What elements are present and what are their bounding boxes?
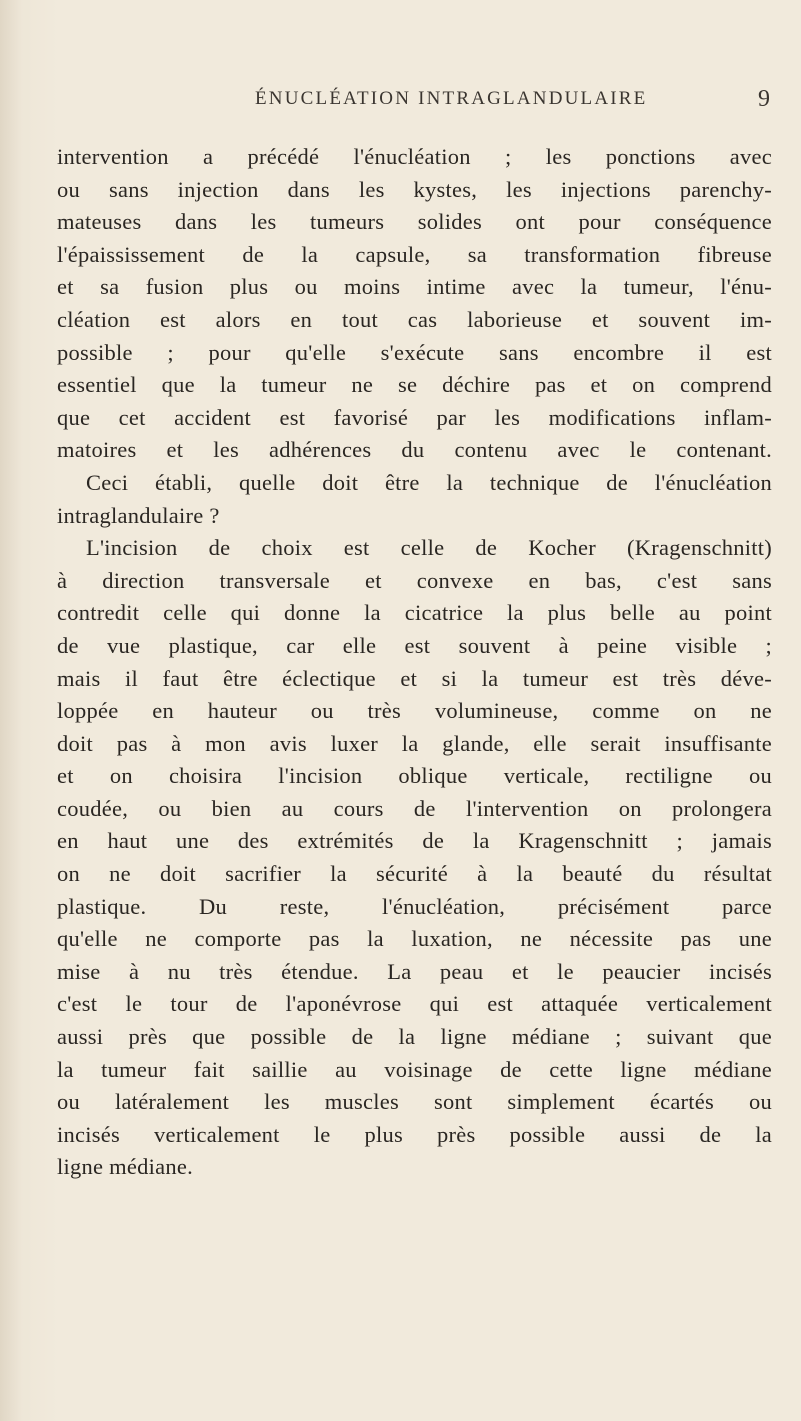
text-line: et on choisira l'incision oblique verticale, rectiligne ou	[57, 763, 772, 789]
text-line: essentiel que la tumeur ne se déchire pas et on comprend	[57, 372, 772, 398]
text-line: l'épaississement de la capsule, sa transformation fibreuse	[57, 241, 772, 267]
text-line: que cet accident est favorisé par les modifications inflam-	[57, 404, 772, 430]
text-line: mateuses dans les tumeurs solides ont pour conséquence	[57, 209, 772, 235]
text-line: cléation est alors en tout cas laborieuse et souvent im-	[57, 306, 772, 332]
text-line: qu'elle ne comporte pas la luxation, ne nécessite pas une	[57, 926, 772, 952]
text-line: ligne médiane.	[57, 1154, 193, 1180]
text-line: mise à nu très étendue. La peau et le peaucier incisés	[57, 958, 772, 984]
text-line: intervention a précédé l'énucléation ; les ponctions avec	[57, 144, 772, 169]
text-line: la tumeur fait saillie au voisinage de cette ligne médiane	[57, 1056, 772, 1082]
text-line: loppée en hauteur ou très volumineuse, comme on ne	[57, 698, 772, 724]
text-line: plastique. Du reste, l'énucléation, précisément parce	[57, 893, 772, 919]
page-header	[255, 88, 770, 120]
text-line: incisés verticalement le plus près possible aussi de la	[57, 1121, 772, 1147]
text-line: possible ; pour qu'elle s'exécute sans encombre il est	[57, 339, 772, 365]
text-line: ou sans injection dans les kystes, les injections parenchy-	[57, 176, 772, 202]
text-line: doit pas à mon avis luxer la glande, elle serait insuffisante	[57, 730, 772, 756]
text-line: aussi près que possible de la ligne médiane ; suivant que	[57, 1024, 772, 1050]
text-line: et sa fusion plus ou moins intime avec la tumeur, l'énu-	[57, 274, 772, 300]
text-line: L'incision de choix est celle de Kocher (Kragenschnitt)	[86, 535, 772, 561]
body-text	[57, 141, 772, 1184]
text-line: en haut une des extrémités de la Kragenschnitt ; jamais	[57, 828, 772, 854]
text-line: de vue plastique, car elle est souvent à peine visible ;	[57, 632, 772, 658]
text-line: matoires et les adhérences du contenu avec le contenant.	[57, 437, 772, 463]
text-line: à direction transversale et convexe en bas, c'est sans	[57, 567, 772, 593]
text-line: c'est le tour de l'aponévrose qui est attaquée verticalement	[57, 991, 772, 1017]
running-title: ÉNUCLÉATION INTRAGLANDULAIRE	[255, 88, 648, 109]
page-number: 9	[758, 86, 770, 112]
text-line: Ceci établi, quelle doit être la technique de l'énucléation	[86, 469, 772, 495]
text-line: ou latéralement les muscles sont simplement écartés ou	[57, 1089, 772, 1115]
text-line: contredit celle qui donne la cicatrice la plus belle au point	[57, 600, 772, 626]
text-line: mais il faut être éclectique et si la tumeur est très déve-	[57, 665, 772, 691]
text-line: on ne doit sacrifier la sécurité à la beauté du résultat	[57, 861, 772, 887]
text-line: coudée, ou bien au cours de l'intervention on prolongera	[57, 795, 772, 821]
text-line: intraglandulaire ?	[57, 502, 220, 528]
